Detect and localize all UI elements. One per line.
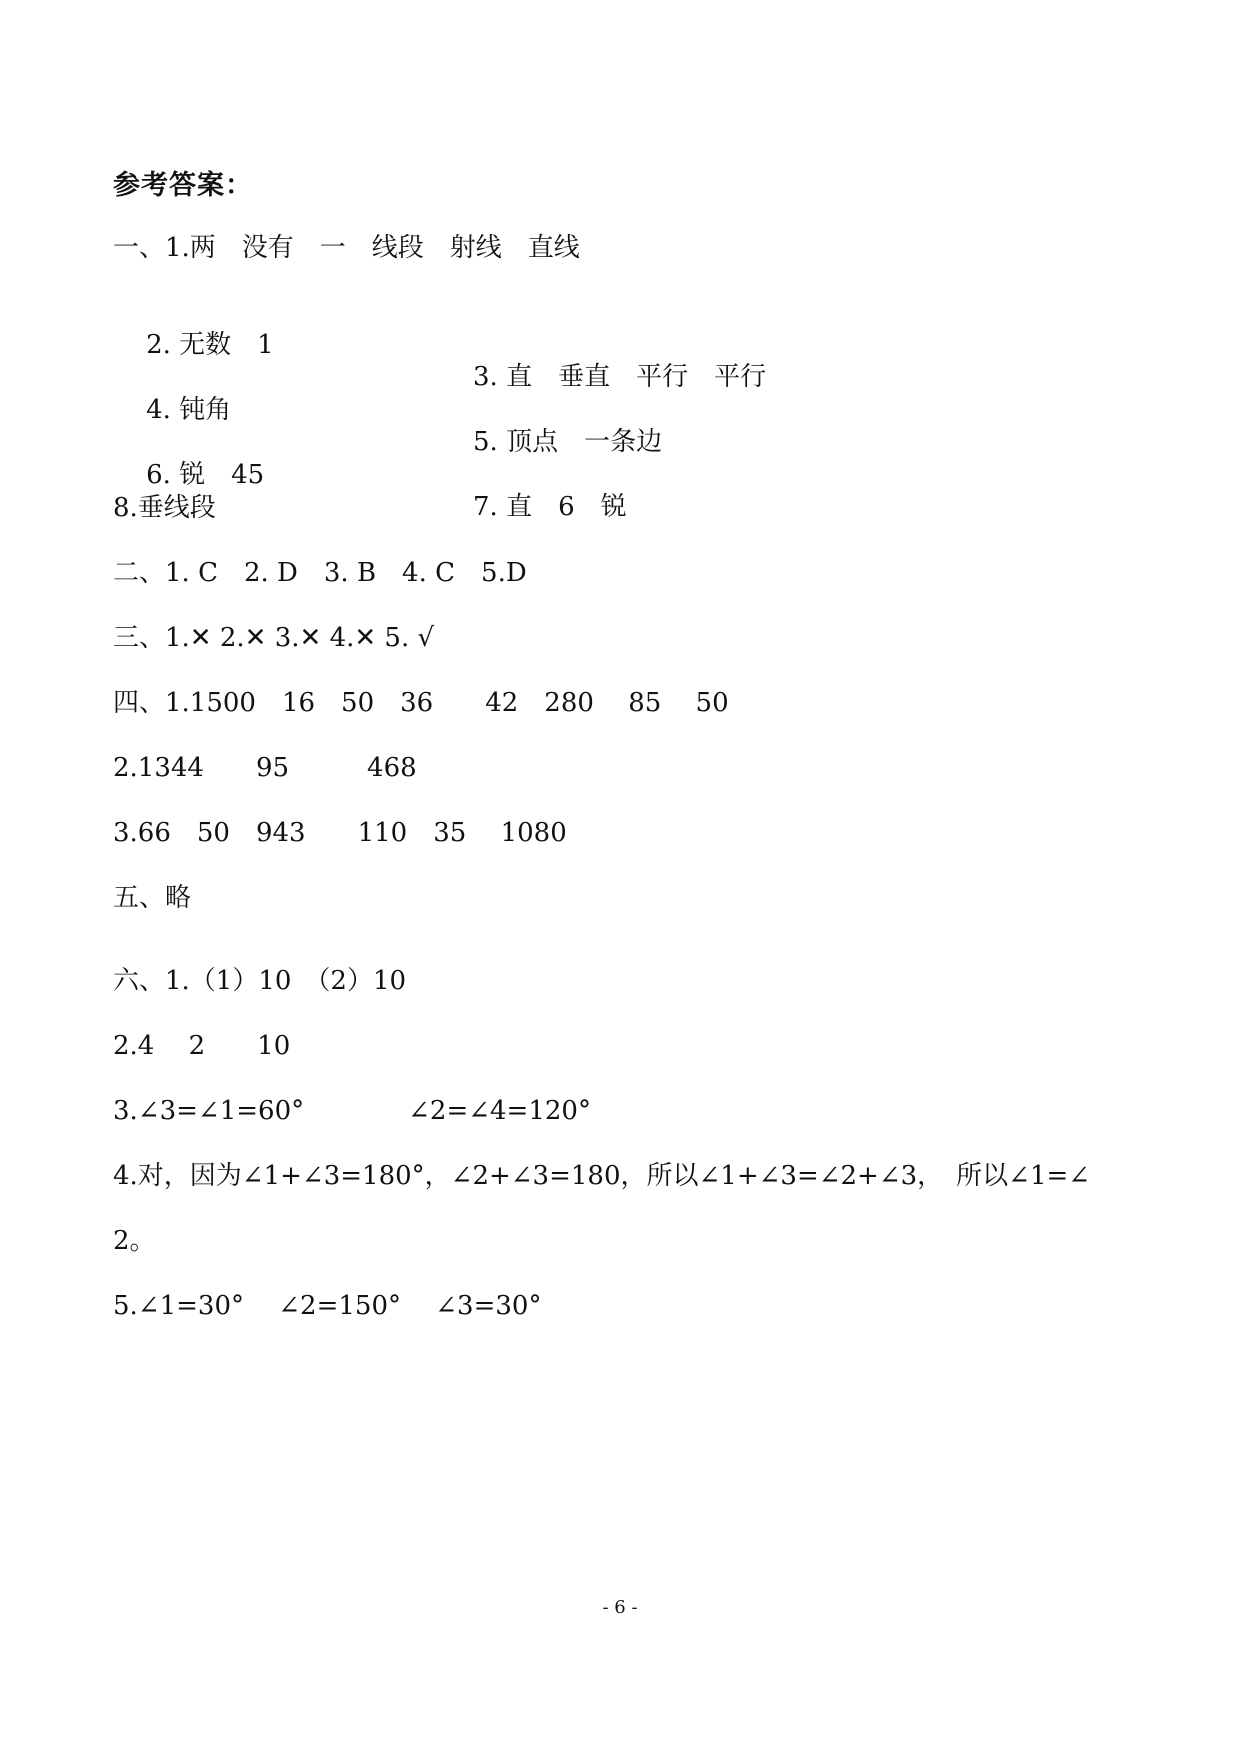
answer-3: 3. 直 垂直 平行 平行 (473, 362, 767, 392)
answer-line-5: 8.垂线段 (113, 493, 216, 523)
answer-line-9: 2.1344 95 468 (113, 753, 417, 783)
page-number: - 6 - (602, 1597, 638, 1618)
answer-line-6: 二、1. C 2. D 3. B 4. C 5.D (113, 558, 527, 588)
answer-line-8: 四、1.1500 16 50 36 42 280 85 50 (113, 688, 729, 718)
answer-line-17: 5.∠1=30° ∠2=150° ∠3=30° (113, 1291, 542, 1321)
answer-line-1: 一、1.两 没有 一 线段 射线 直线 (113, 233, 580, 263)
answer-line-10: 3.66 50 943 110 35 1080 (113, 818, 567, 848)
answer-line-11: 五、略 (113, 883, 192, 913)
answer-line-14: 3.∠3=∠1=60° ∠2=∠4=120° (113, 1096, 591, 1126)
answer-2: 2. 无数 1 (146, 330, 274, 360)
answer-line-12: 六、1.（1）10 （2）10 (113, 966, 407, 996)
answer-line-16: 2。 (113, 1226, 156, 1256)
answer-line-7: 三、1.✕ 2.✕ 3.✕ 4.✕ 5. √ (113, 623, 435, 653)
answer-6: 6. 锐 45 (146, 460, 265, 490)
answer-4: 4. 钝角 (146, 395, 232, 425)
answer-line-13: 2.4 2 10 (113, 1031, 291, 1061)
answer-5: 5. 顶点 一条边 (473, 427, 663, 457)
page-title: 参考答案： (113, 170, 253, 201)
answer-7: 7. 直 6 锐 (473, 492, 627, 522)
answer-line-15: 4.对，因为∠1+∠3=180°，∠2+∠3=180，所以∠1+∠3=∠2+∠3， 所以∠1=∠ (113, 1161, 1091, 1191)
